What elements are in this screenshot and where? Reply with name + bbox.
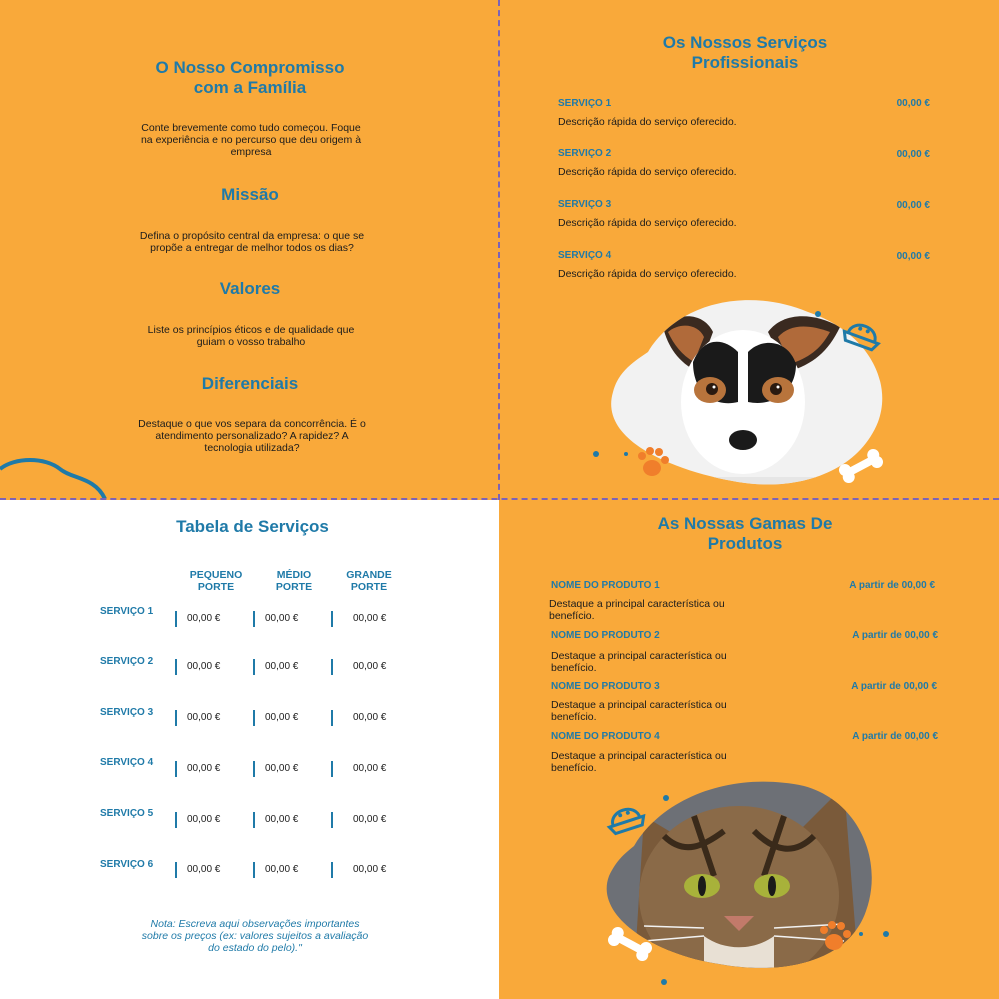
product-name: NOME DO PRODUTO 4 (551, 731, 660, 742)
product-price: A partir de 00,00 € (851, 681, 937, 692)
differentials-text: Destaque o que vos separa da concorrência. É o atendimento personalizado? A rapidez? A tecnologia utilizada? (138, 418, 366, 454)
table-cell: 00,00 € (253, 862, 325, 878)
commitment-panel (0, 0, 499, 499)
table-cell: 00,00 € (175, 611, 247, 627)
commitment-title: O Nosso Compromisso com a Família (155, 58, 345, 97)
table-title: Tabela de Serviços (176, 517, 329, 536)
table-cell: 00,00 € (331, 710, 403, 726)
table-cell: 00,00 € (175, 659, 247, 675)
table-header: PEQUENO PORTE (189, 569, 243, 593)
product-desc: Destaque a principal característica ou benefício. (549, 598, 725, 622)
mission-title: Missão (221, 185, 279, 204)
horizontal-cut-line (0, 498, 999, 500)
row-label: SERVIÇO 3 (100, 707, 154, 718)
commitment-intro: Conte brevemente como tudo começou. Foque na experiência e no percurso que deu origem à empresa (140, 122, 362, 158)
service-price: 00,00 € (896, 98, 930, 109)
differentials-title: Diferenciais (201, 374, 299, 393)
table-cell: 00,00 € (331, 862, 403, 878)
product-name: NOME DO PRODUTO 1 (551, 580, 660, 591)
service-price: 00,00 € (896, 200, 930, 211)
dot-decoration-icon (620, 448, 632, 460)
service-price: 00,00 € (896, 251, 930, 262)
row-label: SERVIÇO 2 (100, 656, 154, 667)
price-table-panel (0, 500, 499, 999)
product-name: NOME DO PRODUTO 2 (551, 630, 660, 641)
row-label: SERVIÇO 4 (100, 757, 154, 768)
service-name: SERVIÇO 1 (558, 98, 612, 109)
table-cell: 00,00 € (331, 761, 403, 777)
service-name: SERVIÇO 2 (558, 148, 612, 159)
table-cell: 00,00 € (175, 761, 247, 777)
table-cell: 00,00 € (331, 611, 403, 627)
bone-icon (602, 924, 658, 964)
product-desc: Destaque a principal característica ou benefício. (551, 750, 727, 774)
service-name: SERVIÇO 4 (558, 250, 612, 261)
vertical-cut-line (498, 0, 500, 500)
wave-decoration-icon (0, 455, 110, 499)
product-price: A partir de 00,00 € (852, 630, 938, 641)
row-label: SERVIÇO 5 (100, 808, 154, 819)
dot-decoration-icon (880, 928, 892, 940)
values-title: Valores (219, 279, 281, 298)
row-label: SERVIÇO 6 (100, 859, 154, 870)
table-cell: 00,00 € (253, 611, 325, 627)
service-name: SERVIÇO 3 (558, 199, 612, 210)
dot-decoration-icon (812, 308, 824, 320)
product-name: NOME DO PRODUTO 3 (551, 681, 660, 692)
service-desc: Descrição rápida do serviço oferecido. (558, 268, 737, 280)
products-panel (500, 500, 999, 999)
table-cell: 00,00 € (253, 761, 325, 777)
paw-icon (816, 918, 856, 954)
table-cell: 00,00 € (331, 659, 403, 675)
dot-decoration-icon (590, 448, 602, 460)
pet-bowl-icon (840, 308, 888, 352)
table-header: MÉDIO PORTE (275, 569, 313, 593)
table-cell: 00,00 € (175, 862, 247, 878)
product-desc: Destaque a principal característica ou benefício. (551, 699, 727, 723)
table-note: Nota: Escreva aqui observações importantes sobre os preços (ex: valores sujeitos a avaliação do estado do pelo)." (141, 918, 369, 954)
table-cell: 00,00 € (175, 812, 247, 828)
table-cell: 00,00 € (253, 812, 325, 828)
service-desc: Descrição rápida do serviço oferecido. (558, 166, 737, 178)
values-text: Liste os princípios éticos e de qualidade que guiam o vosso trabalho (147, 324, 355, 348)
table-cell: 00,00 € (175, 710, 247, 726)
service-desc: Descrição rápida do serviço oferecido. (558, 217, 737, 229)
mission-text: Defina o propósito central da empresa: o que se propõe a entregar de melhor todos os dias? (139, 230, 365, 254)
table-cell: 00,00 € (331, 812, 403, 828)
dot-decoration-icon (658, 976, 670, 988)
dot-decoration-icon (855, 928, 867, 940)
paw-icon (634, 444, 674, 480)
services-title: Os Nossos Serviços Profissionais (662, 33, 828, 72)
pet-bowl-icon (600, 792, 648, 836)
row-label: SERVIÇO 1 (100, 606, 154, 617)
services-panel (500, 0, 999, 499)
product-desc: Destaque a principal característica ou benefício. (551, 650, 727, 674)
bone-icon (833, 446, 889, 486)
table-header: GRANDE PORTE (346, 569, 392, 593)
table-cell: 00,00 € (253, 710, 325, 726)
dot-decoration-icon (660, 792, 672, 804)
product-price: A partir de 00,00 € (849, 580, 935, 591)
product-price: A partir de 00,00 € (852, 731, 938, 742)
service-desc: Descrição rápida do serviço oferecido. (558, 116, 737, 128)
table-cell: 00,00 € (253, 659, 325, 675)
service-price: 00,00 € (896, 149, 930, 160)
products-title: As Nossas Gamas De Produtos (657, 514, 833, 553)
